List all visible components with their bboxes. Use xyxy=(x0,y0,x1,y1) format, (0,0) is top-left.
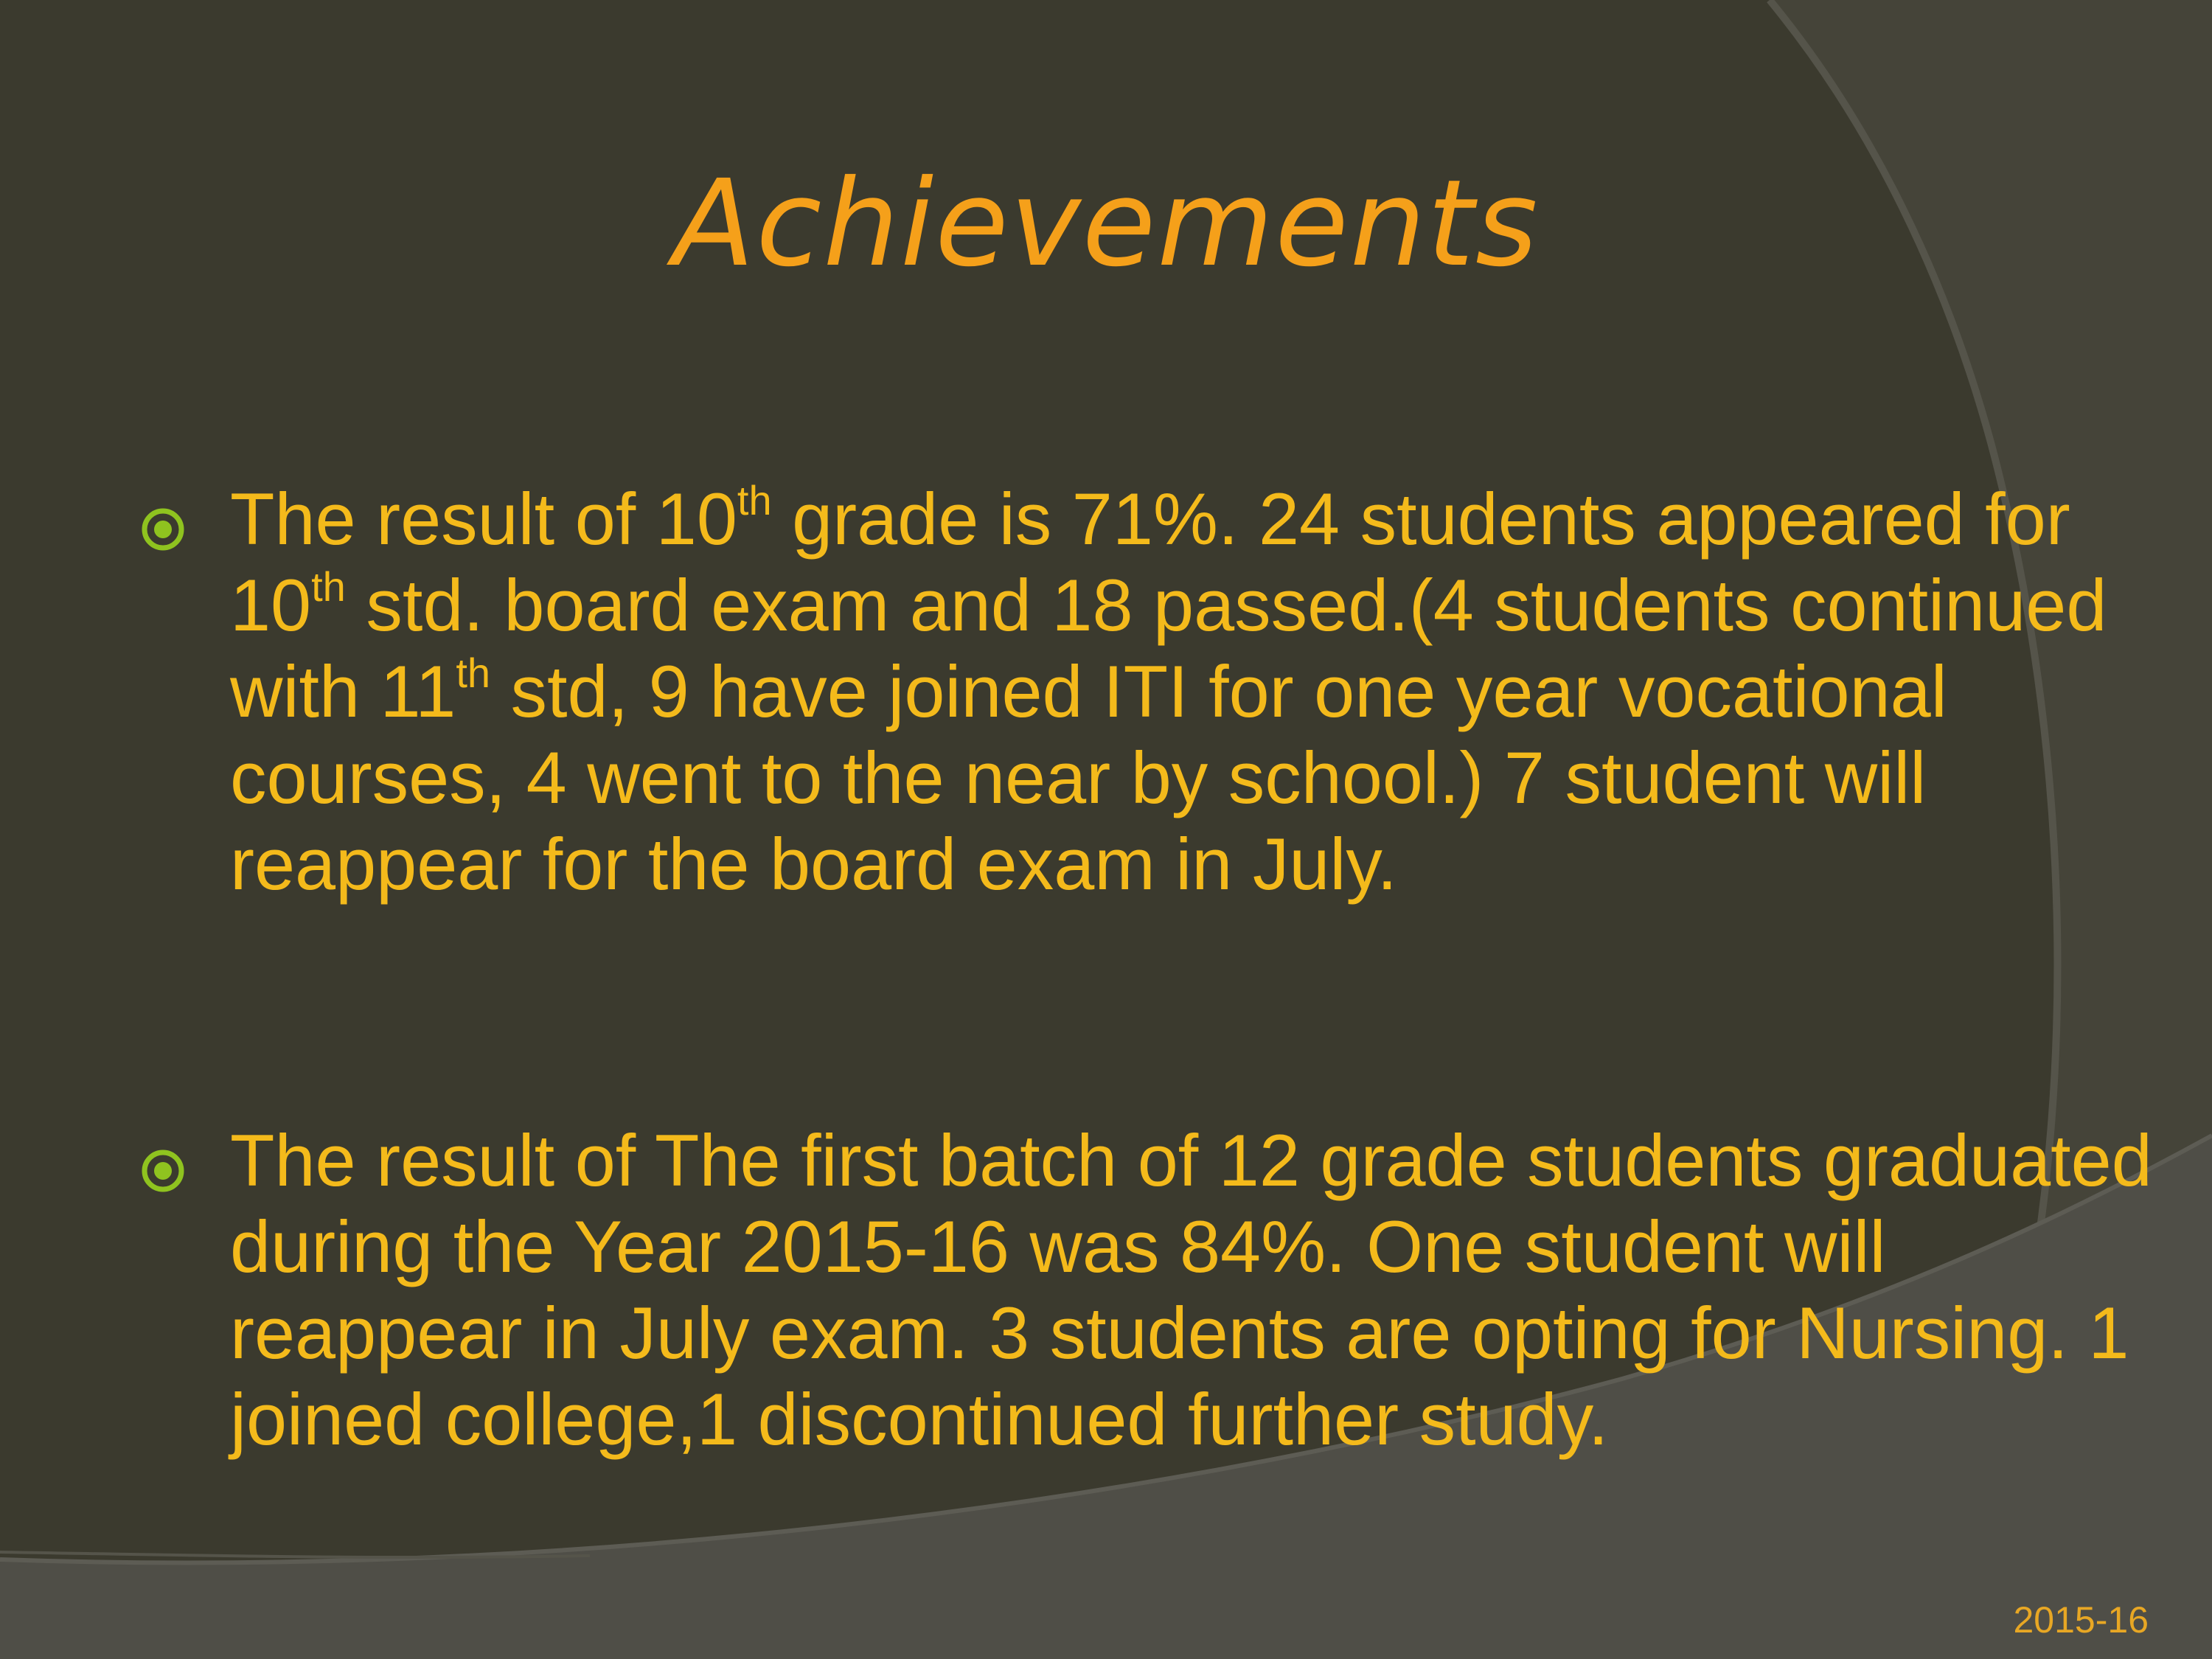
bullet-text-part: The result of 10 xyxy=(230,478,737,560)
target-circle-icon xyxy=(140,507,186,552)
target-circle-icon xyxy=(140,1148,186,1194)
ordinal-suffix: th xyxy=(456,650,491,696)
bullet-text-part: std, 9 have joined ITI for one year vocational courses, 4 went to the near by school.) 7 student will reappear for the board exam in July. xyxy=(230,650,1947,905)
bullet-text-part: std. board exam and 18 passed.(4 students continued with 11 xyxy=(230,564,2107,732)
ordinal-suffix: th xyxy=(311,563,346,610)
footer-year: 2015-16 xyxy=(2013,1599,2149,1641)
bullet-text xyxy=(230,476,2162,907)
slide-title: Achievements xyxy=(672,155,1540,293)
ordinal-suffix: th xyxy=(737,477,772,524)
bullet-text: The result of The first batch of 12 grade students graduated during the Year 2015-16 was 84%. One student will reappear in July exam. 3 students are opting for Nursing. 1 joined college,1 discontinued further study. xyxy=(230,1119,2152,1460)
bullet-text-part: grade is 71%. 24 students appeared for 10 xyxy=(230,478,2070,646)
